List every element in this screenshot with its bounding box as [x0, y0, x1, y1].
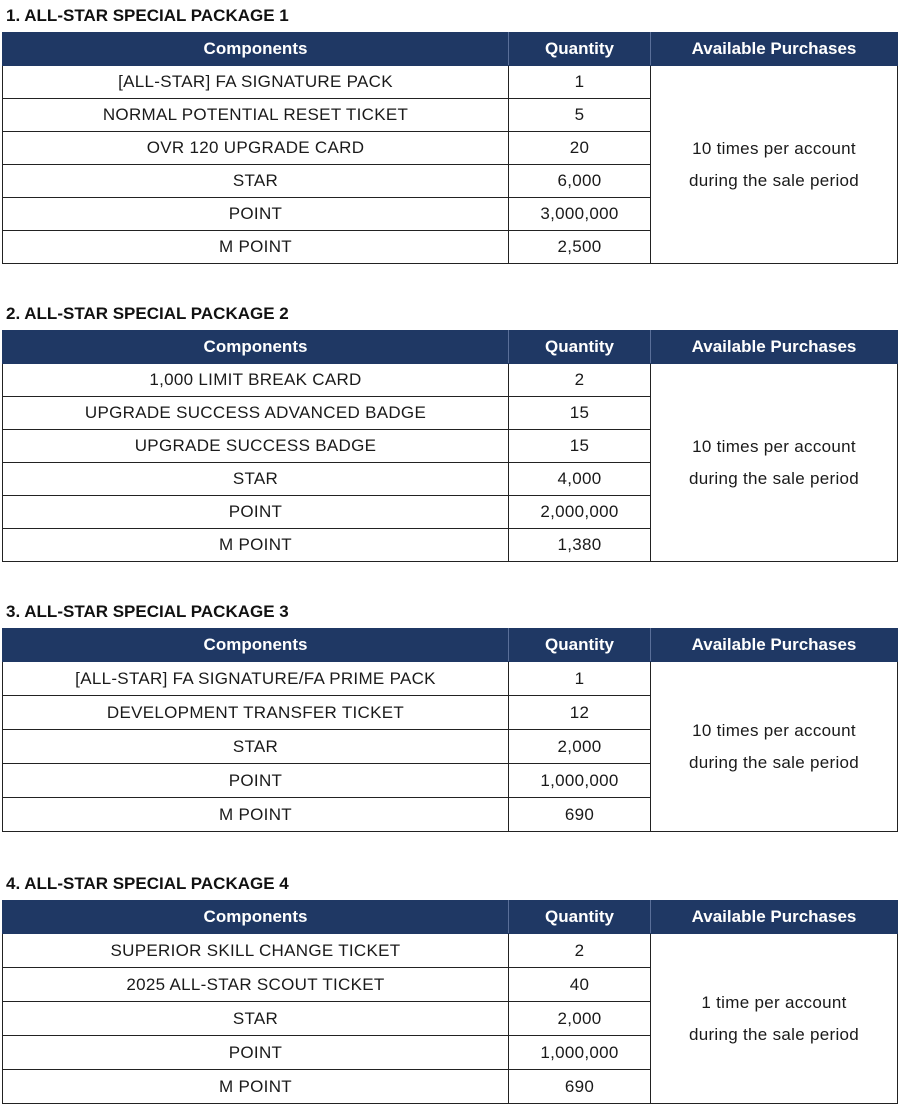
component-cell: POINT	[3, 1036, 509, 1070]
availability-line: 10 times per account	[692, 720, 856, 740]
table-row	[3, 66, 898, 99]
quantity-header: Quantity	[509, 33, 651, 66]
package-title: 3. ALL-STAR SPECIAL PACKAGE 3	[6, 602, 289, 621]
availability-cell	[651, 662, 898, 832]
availability-line: 1 time per account	[701, 992, 847, 1012]
quantity-cell: 1	[509, 66, 651, 99]
quantity-cell: 3,000,000	[509, 198, 651, 231]
availability-line: during the sale period	[688, 468, 860, 488]
quantity-cell: 40	[509, 968, 651, 1002]
quantity-cell: 2,000,000	[509, 496, 651, 529]
component-cell: [ALL-STAR] FA SIGNATURE/FA PRIME PACK	[3, 662, 509, 696]
components-header: Components	[3, 629, 509, 662]
quantity-header: Quantity	[509, 901, 651, 934]
table-header-row	[3, 901, 898, 934]
quantity-cell: 2,500	[509, 231, 651, 264]
quantity-cell: 5	[509, 99, 651, 132]
table-row	[3, 364, 898, 397]
components-header: Components	[3, 331, 509, 364]
component-cell: STAR	[3, 1002, 509, 1036]
components-header: Components	[3, 901, 509, 934]
quantity-cell: 2,000	[509, 1002, 651, 1036]
quantity-header: Quantity	[509, 331, 651, 364]
quantity-cell: 1,380	[509, 529, 651, 562]
package-table	[2, 330, 898, 562]
quantity-header: Quantity	[509, 629, 651, 662]
table-row	[3, 662, 898, 696]
quantity-cell: 690	[509, 798, 651, 832]
component-cell: UPGRADE SUCCESS ADVANCED BADGE	[3, 397, 509, 430]
quantity-cell: 2	[509, 934, 651, 968]
quantity-cell: 1	[509, 662, 651, 696]
quantity-cell: 15	[509, 397, 651, 430]
component-cell: POINT	[3, 198, 509, 231]
quantity-cell: 20	[509, 132, 651, 165]
table-header-row	[3, 33, 898, 66]
component-cell: M POINT	[3, 1070, 509, 1104]
availability-line: during the sale period	[688, 752, 860, 772]
availability-line: during the sale period	[688, 1024, 860, 1044]
quantity-cell: 4,000	[509, 463, 651, 496]
components-header: Components	[3, 33, 509, 66]
quantity-cell: 1,000,000	[509, 1036, 651, 1070]
quantity-cell: 690	[509, 1070, 651, 1104]
package-table	[2, 32, 898, 264]
package-title: 4. ALL-STAR SPECIAL PACKAGE 4	[6, 874, 289, 893]
table-header-row	[3, 629, 898, 662]
quantity-cell: 6,000	[509, 165, 651, 198]
availability-line: 10 times per account	[692, 138, 856, 158]
quantity-cell: 15	[509, 430, 651, 463]
component-cell: OVR 120 UPGRADE CARD	[3, 132, 509, 165]
quantity-cell: 2,000	[509, 730, 651, 764]
package-table	[2, 628, 898, 832]
component-cell: POINT	[3, 764, 509, 798]
quantity-cell: 2	[509, 364, 651, 397]
component-cell: STAR	[3, 463, 509, 496]
component-cell: M POINT	[3, 231, 509, 264]
component-cell: STAR	[3, 165, 509, 198]
quantity-cell: 1,000,000	[509, 764, 651, 798]
component-cell: STAR	[3, 730, 509, 764]
availability-cell	[651, 934, 898, 1104]
component-cell: M POINT	[3, 529, 509, 562]
component-cell: 2025 ALL-STAR SCOUT TICKET	[3, 968, 509, 1002]
available-purchases-header: Available Purchases	[651, 331, 898, 364]
component-cell: DEVELOPMENT TRANSFER TICKET	[3, 696, 509, 730]
component-cell: POINT	[3, 496, 509, 529]
availability-cell	[651, 66, 898, 264]
component-cell: SUPERIOR SKILL CHANGE TICKET	[3, 934, 509, 968]
package-title: 1. ALL-STAR SPECIAL PACKAGE 1	[6, 6, 289, 25]
availability-line: 10 times per account	[692, 436, 856, 456]
availability-line: during the sale period	[688, 170, 860, 190]
available-purchases-header: Available Purchases	[651, 901, 898, 934]
component-cell: 1,000 LIMIT BREAK CARD	[3, 364, 509, 397]
package-title: 2. ALL-STAR SPECIAL PACKAGE 2	[6, 304, 289, 323]
available-purchases-header: Available Purchases	[651, 33, 898, 66]
availability-cell	[651, 364, 898, 562]
package-table	[2, 900, 898, 1104]
table-row	[3, 934, 898, 968]
component-cell: NORMAL POTENTIAL RESET TICKET	[3, 99, 509, 132]
component-cell: [ALL-STAR] FA SIGNATURE PACK	[3, 66, 509, 99]
component-cell: M POINT	[3, 798, 509, 832]
table-header-row	[3, 331, 898, 364]
available-purchases-header: Available Purchases	[651, 629, 898, 662]
component-cell: UPGRADE SUCCESS BADGE	[3, 430, 509, 463]
quantity-cell: 12	[509, 696, 651, 730]
